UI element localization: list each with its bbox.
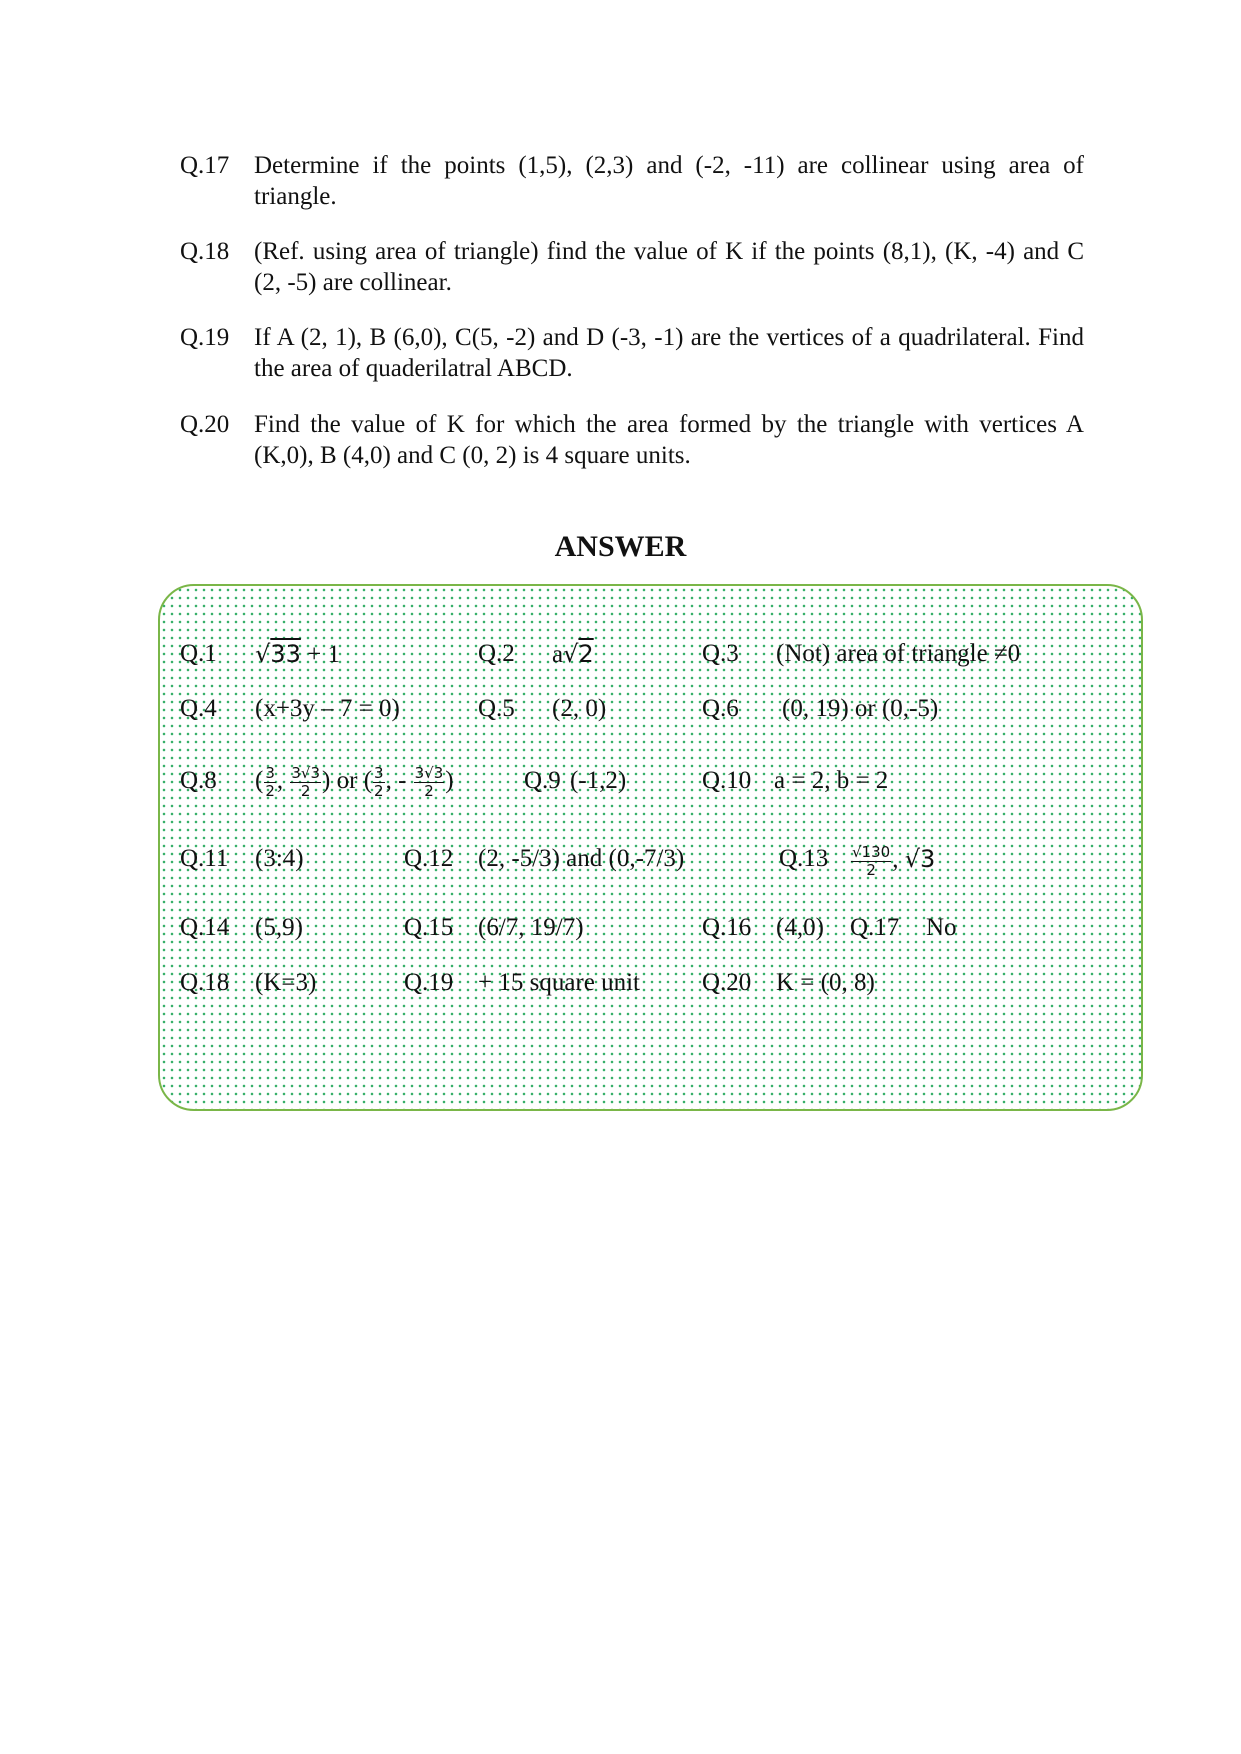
sqrt-value: √3	[904, 845, 936, 873]
answer-q14: (5,9)	[255, 914, 303, 941]
answer-q15: (6/7, 19/7)	[478, 914, 584, 941]
answer-box	[158, 584, 1143, 1111]
answer-q18: (K=3)	[255, 969, 317, 996]
numerator: 3√3	[414, 763, 444, 782]
answer-label: Q.3	[702, 640, 739, 667]
answer-q13	[850, 832, 935, 887]
answer-heading: ANSWER	[554, 530, 687, 563]
answer-q16: (4,0)	[776, 914, 824, 941]
answer-prefix: a	[552, 641, 564, 668]
question-number: Q.18	[180, 238, 230, 265]
fraction	[851, 844, 891, 879]
numerator: √130	[852, 842, 891, 861]
paren: (	[255, 767, 264, 794]
radicand: 33	[270, 640, 301, 668]
answer-q19: + 15 square unit	[478, 969, 640, 996]
question-19	[180, 322, 1084, 384]
question-number: Q.17	[180, 152, 230, 179]
sqrt-symbol: √	[563, 640, 579, 668]
question-text: Determine if the points (1,5), (2,3) and (-2, -11) are collinear using area of triangle.	[254, 152, 1084, 210]
question-17	[180, 150, 1084, 212]
denominator: 2	[265, 781, 275, 800]
question-text: (Ref. using area of triangle) find the value of K if the points (8,1), (K, -4) and C (2, -5) are collinear.	[254, 238, 1084, 296]
answer-label: Q.18	[180, 969, 230, 996]
answer-q3: (Not) area of triangle ≠0	[776, 640, 1021, 667]
answer-label: Q.19	[404, 969, 454, 996]
or-text: or	[336, 767, 358, 794]
answer-label: Q.16	[702, 914, 752, 941]
paren: (	[363, 767, 373, 794]
answer-q10: a = 2, b = 2	[774, 767, 889, 794]
answer-label: Q.10	[702, 767, 752, 794]
answer-label: Q.13	[779, 845, 829, 872]
answer-label: Q.12	[404, 845, 454, 872]
answer-label: Q.2	[478, 640, 515, 667]
comma: ,	[892, 846, 899, 873]
question-20	[180, 409, 1084, 471]
answer-label: Q.5	[478, 695, 515, 722]
answer-label: Q.8	[180, 767, 217, 794]
radicand: 2	[578, 640, 594, 668]
numerator: 3√3	[291, 763, 321, 782]
numerator: 3	[265, 763, 275, 782]
answer-q12: (2, -5/3) and (0,-7/3)	[478, 845, 685, 872]
denominator: 2	[300, 781, 311, 800]
answer-label: Q.4	[180, 695, 217, 722]
question-number: Q.19	[180, 324, 230, 351]
question-text: If A (2, 1), B (6,0), C(5, -2) and D (-3, -1) are the vertices of a quadrilateral. Find the area of quaderilatral ABCD.	[254, 324, 1084, 382]
fraction	[290, 765, 321, 800]
comma: , -	[385, 767, 407, 794]
question-number: Q.20	[180, 411, 230, 438]
fraction	[414, 765, 445, 800]
paren: )	[322, 767, 331, 794]
answer-q17: No	[926, 914, 957, 941]
answer-q11: (3:4)	[255, 845, 304, 872]
sqrt-symbol: √	[255, 640, 271, 668]
numerator: 3	[374, 763, 384, 782]
paren: )	[445, 767, 454, 794]
answer-label: Q.17	[850, 914, 900, 941]
fraction	[264, 765, 276, 800]
answer-q9: (-1,2)	[570, 767, 627, 794]
answer-label: Q.9	[524, 767, 561, 794]
fraction	[373, 765, 385, 800]
denominator: 2	[374, 781, 384, 800]
denominator: 2	[866, 860, 876, 879]
answer-q5: (2, 0)	[552, 695, 607, 722]
question-18	[180, 236, 1084, 298]
answer-label: Q.6	[702, 695, 739, 722]
question-text: Find the value of K for which the area formed by the triangle with vertices A (K,0), B (4,0) and C (0, 2) is 4 square units.	[254, 411, 1084, 469]
answer-q4: (x+3y – 7 = 0)	[255, 695, 400, 722]
comma: ,	[276, 767, 284, 794]
answer-q6: (0, 19) or (0,-5)	[782, 695, 939, 722]
answer-label: Q.11	[180, 845, 229, 872]
answer-label: Q.20	[702, 969, 752, 996]
answer-q1	[255, 640, 340, 669]
answer-q2	[552, 640, 594, 669]
answer-label: Q.15	[404, 914, 454, 941]
answer-q8	[255, 754, 454, 808]
denominator: 2	[424, 781, 434, 800]
answer-label: Q.14	[180, 914, 230, 941]
answer-rest: + 1	[300, 641, 340, 668]
answer-q20: K = (0, 8)	[776, 969, 875, 996]
answer-label: Q.1	[180, 640, 217, 667]
